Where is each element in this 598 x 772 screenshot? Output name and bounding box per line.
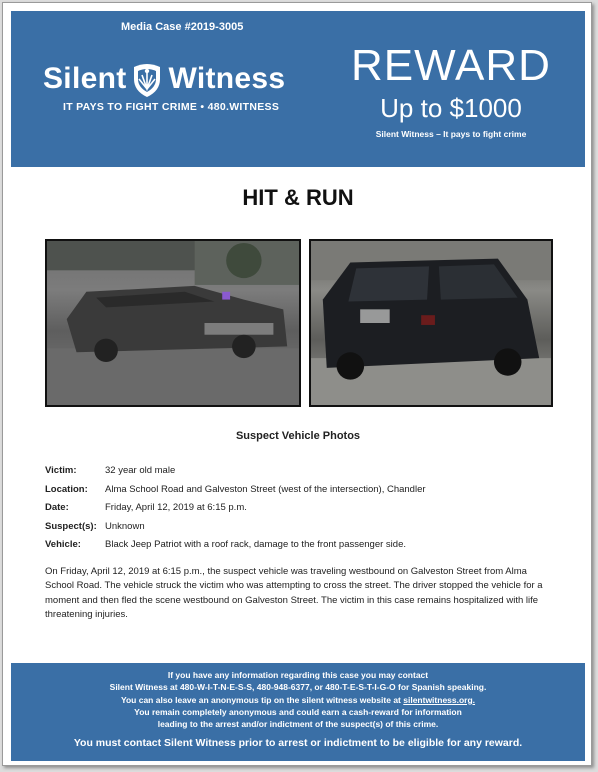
detail-value: Alma School Road and Galveston Street (west of the intersection), Chandler: [105, 483, 426, 495]
case-number: Media Case #2019-3005: [121, 21, 244, 33]
reward-amount: Up to $1000: [380, 93, 522, 123]
detail-value: 32 year old male: [105, 465, 176, 476]
header-banner: [11, 11, 585, 167]
footer-line-3: [11, 694, 585, 706]
footer-line-1: If you have any information regarding this case you may contact: [167, 670, 429, 680]
detail-label: Suspect(s):: [45, 520, 97, 532]
detail-row-location: [45, 484, 565, 503]
footer-line-4: You remain completely anonymous and could earn a cash-reward for information: [134, 706, 462, 717]
photos-caption: Suspect Vehicle Photos: [235, 430, 361, 442]
detail-label: Victim:: [45, 465, 77, 476]
footer-line-2: Silent Witness at 480-W-I-T-N-E-S-S, 480-948-6377, or 480-T-E-S-T-I-G-O for Spanish speaking.: [109, 682, 487, 693]
detail-row-date: [45, 502, 565, 521]
reward-subtitle: Silent Witness – It pays to fight crime: [375, 129, 527, 139]
footer-line-3-text: You can also leave an anonymous tip on the silent witness website at: [120, 694, 404, 705]
case-details: [45, 465, 565, 558]
detail-row-suspects: [45, 521, 565, 540]
detail-row-vehicle: [45, 539, 565, 558]
detail-value: Friday, April 12, 2019 at 6:15 p.m.: [105, 502, 247, 514]
detail-label: Location:: [45, 483, 88, 495]
suspect-vehicle-photo-side: [45, 239, 301, 407]
website-link[interactable]: silentwitness.org.: [403, 694, 476, 705]
footer-final-notice: You must contact Silent Witness prior to arrest or indictment to be eligible for any reward.: [73, 737, 523, 750]
reward-title: REWARD: [351, 41, 551, 90]
detail-row-victim: [45, 465, 565, 484]
detail-label: Vehicle:: [45, 539, 81, 551]
footer-banner: [11, 663, 585, 761]
detail-value: Unknown: [105, 520, 145, 532]
silent-witness-logo: [43, 59, 285, 99]
silent-witness-emblem-icon: [130, 59, 164, 99]
footer-line-5: leading to the arrest and/or indictment of the suspect(s) of this crime.: [157, 719, 439, 730]
case-title: HIT & RUN: [242, 185, 354, 210]
flyer-page: [2, 2, 592, 766]
suspect-vehicle-photo-rear: [309, 239, 553, 407]
detail-value: Black Jeep Patriot with a roof rack, damage to the front passenger side.: [105, 539, 406, 551]
tagline: IT PAYS TO FIGHT CRIME • 480.WITNESS: [63, 101, 280, 113]
detail-label: Date:: [45, 502, 69, 514]
logo-text-right: Witness: [168, 62, 286, 95]
logo-text-left: Silent: [43, 62, 127, 95]
case-narrative: On Friday, April 12, 2019 at 6:15 p.m., the suspect vehicle was traveling westbound on Galveston Street from Alma School Road. The vehicle struck the victim who was attempting to cross the street. The driver stopped the vehicle for a moment and then fled the scene westbound on Galveston Street. The victim in this case remains hospitalized with life threatening injuries.: [45, 566, 543, 621]
